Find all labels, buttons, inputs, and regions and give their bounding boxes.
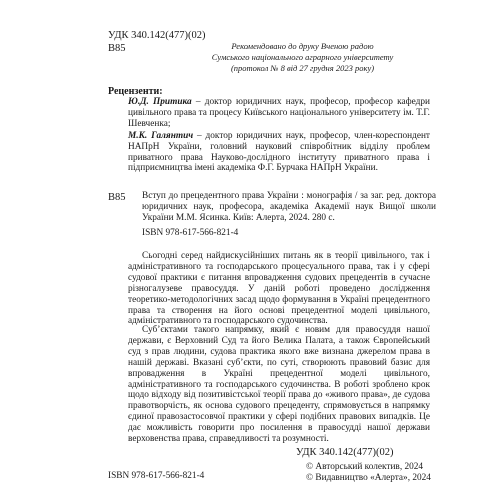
abstract-paragraph: Суб’єктами такого напрямку, який є новим для правосуддя нашої держави, є Верховний Суд та його Велика Палата, а також Європейський суд з прав людини, судова практика якого вже визнана джерелом права в нашій державі. Вказані суб’єкти, по суті, створюють правовий базис для впровадження в Україні прецедентної моделі цивільного, адміністративного та господарського судочинства. В роботі зроблено крок щодо відходу від позитивістської теорії права до «живого права», де судова правотворчість, як основа судового прецеденту, спрямовується в напрямку єдиної правозастосовчої практики у сфері подібних правових випадків. Це дає можливість говорити про посилення в правосудді нашої держави верховенства права, справедливості та розумності. [128, 325, 430, 445]
reviewer-description: – доктор юридичних наук, професор, член-кореспондент НАПрН України, головний науковий співробітник відділу проблем приватного права Науково-дослідного інституту приватного права і підприємництва імені академіка Ф.Г. Бурчака НАПрН України. [128, 131, 430, 174]
footer-isbn: ISBN 978-617-566-821-4 [108, 471, 205, 481]
abstract-paragraph: Сьогодні серед найдискусійніших питань як в теорії цивільного, так і адміністративного та господарського процесуального права, так і у сфері судової практики є питання впровадження судових прецедентів в сучасне різногалузеве правосуддя. У даній роботі проведено дослідження теоретико-методологічних засад щодо формування в Україні прецедентного права та створення на його основі прецедентної моделі цивільного, адміністративного та господарського судочинства. [128, 251, 430, 327]
recommendation-note [150, 41, 455, 74]
udk-code: УДК 340.142(477)(02) [108, 30, 206, 41]
reviewer-description: – доктор юридичних наук, професор, професор кафедри цивільного права та процесу Київського національного університету ім. Т.Г. Шевченка; [128, 97, 430, 129]
bibliographic-description: Вступ до прецедентного права України : монографія / за заг. ред. доктора юридичних наук, професора, академіка Академії наук Вищої школи України М.М. Ясинка. Київ: Алерта, 2024. 280 с. [142, 191, 436, 223]
footer-udk: УДК 340.142(477)(02) [296, 447, 394, 458]
recommendation-line: (протокол № 8 від 27 грудня 2023 року) [230, 63, 375, 73]
reviewer-name: М.К. Галянтич [128, 131, 194, 141]
catalog-isbn: ISBN 978-617-566-821-4 [142, 228, 239, 238]
reviewer-name: Ю.Д. Притика [128, 97, 192, 107]
reviewers-heading: Рецензенти: [108, 86, 163, 97]
author-mark: В85 [108, 43, 126, 54]
copyright-line: © Видавництво «Алерта», 2024 [306, 472, 431, 483]
recommendation-line: Сумського національного аграрного університету [211, 52, 394, 62]
catalog-code: В85 [108, 192, 126, 203]
copyright-block [306, 462, 431, 483]
copyright-line: © Авторський колектив, 2024 [306, 462, 424, 472]
recommendation-line: Рекомендовано до друку Вченою радою [231, 41, 374, 51]
reviewer-entry [128, 97, 430, 129]
reviewer-entry [128, 131, 430, 174]
